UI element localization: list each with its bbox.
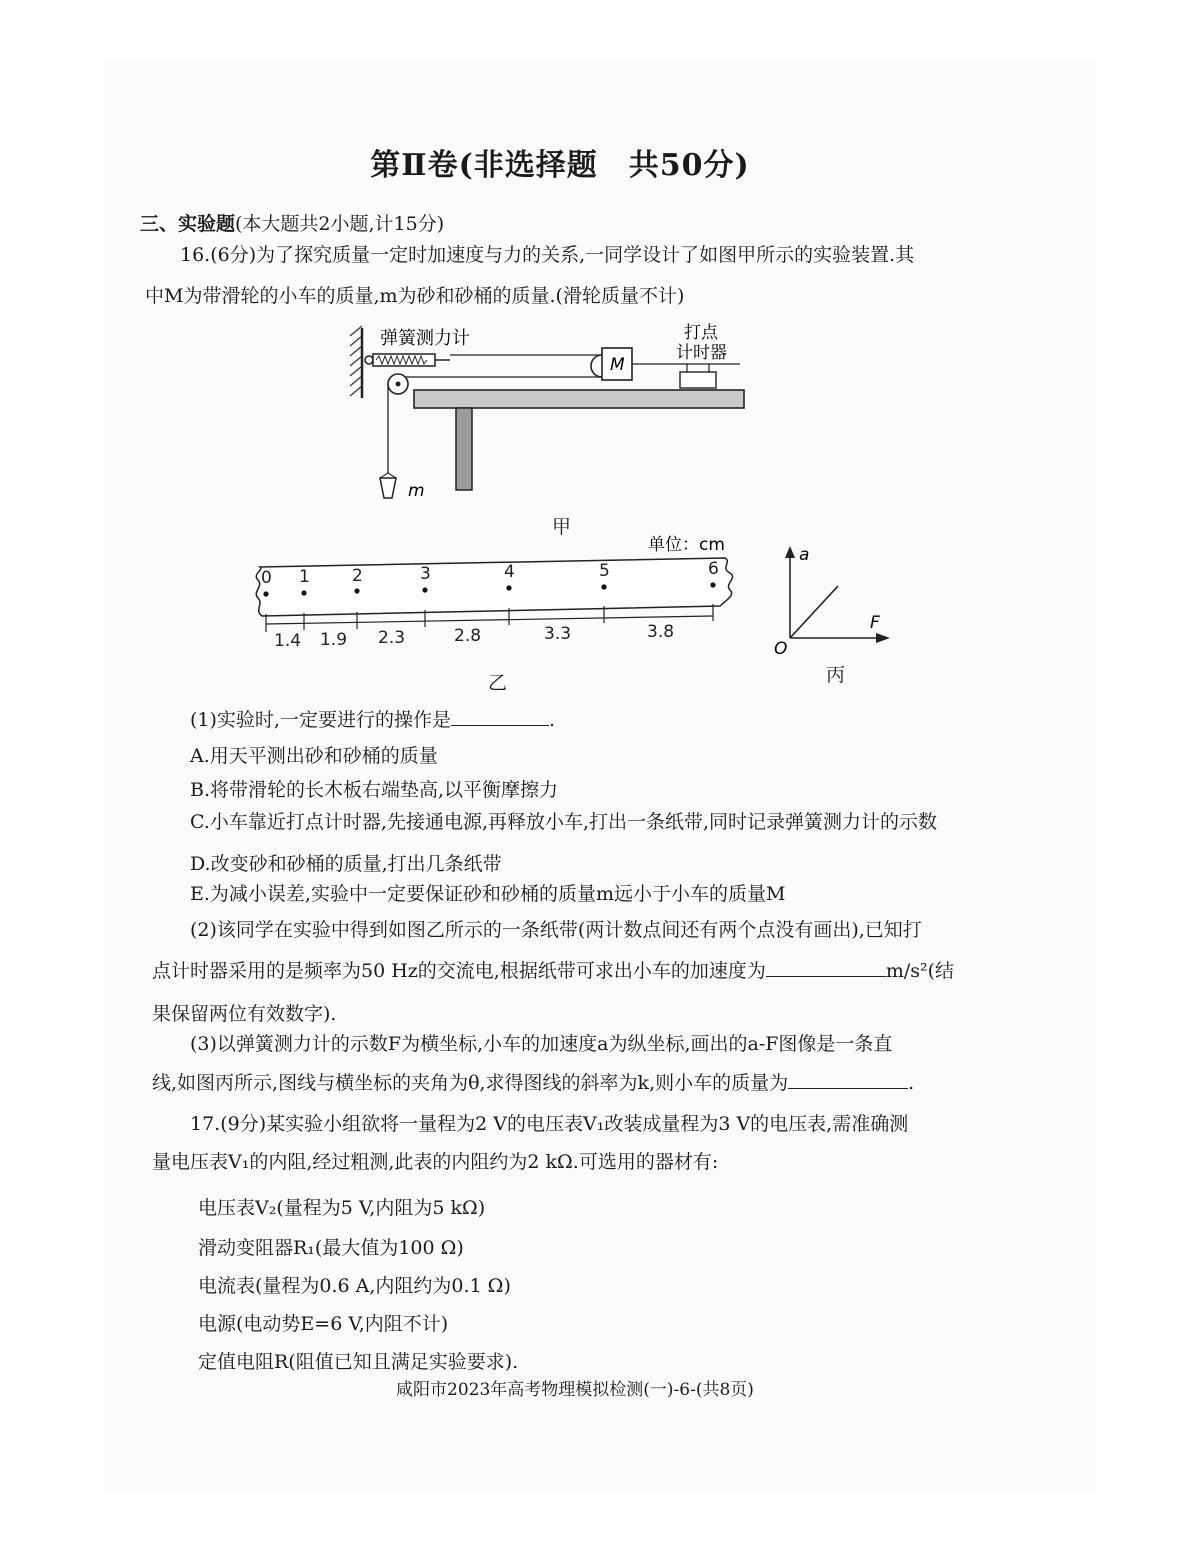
q16-part2-line3: 果保留两位有效数字).: [152, 1003, 337, 1025]
mass-label: m: [408, 481, 425, 501]
tape-spacing: 3.8: [647, 622, 675, 642]
timer-label-2: 计时器: [676, 343, 727, 363]
timer: [680, 372, 716, 388]
sand-bucket: [380, 478, 396, 498]
q16-part2-line2: [152, 958, 954, 983]
q16-part1-text: (1)实验时,一定要进行的操作是: [190, 709, 451, 731]
q16-part3-end: .: [908, 1072, 915, 1094]
af-line: [790, 586, 838, 638]
y-axis-label: a: [799, 545, 810, 565]
option-b: B.将带滑轮的长木板右端垫高,以平衡摩擦力: [190, 779, 559, 801]
q16-stem-line1: 16.(6分)为了探究质量一定时加速度与力的关系,一同学设计了如图甲所示的实验装置.其: [180, 244, 915, 266]
option-d: D.改变砂和砂桶的质量,打出几条纸带: [190, 853, 502, 875]
q17-stem-line1: 17.(9分)某实验小组欲将一量程为2 V的电压表V₁改装成量程为3 V的电压表,需准确测: [190, 1113, 909, 1135]
tape-spacing: 2.8: [454, 626, 482, 646]
tape-spacing: 1.4: [274, 631, 302, 651]
q17-stem-line2: 量电压表V₁的内阻,经过粗测,此表的内阻约为2 kΩ.可选用的器材有:: [152, 1151, 719, 1173]
spring-scale-label: 弹簧测力计: [380, 328, 470, 349]
tape-point-label: 5: [599, 561, 610, 581]
equipment-item: 定值电阻R(阻值已知且满足实验要求).: [198, 1351, 519, 1373]
tape-point-label: 3: [420, 564, 431, 584]
origin-label: O: [774, 639, 788, 659]
section-heading: [140, 212, 444, 236]
figure-jia-caption: 甲: [552, 516, 572, 538]
answer-blank-3[interactable]: [788, 1070, 908, 1089]
option-e: E.为减小误差,实验中一定要保证砂和砂桶的质量m远小于小车的质量M: [190, 883, 786, 905]
figure-bing-graph: [768, 540, 898, 660]
equipment-item: 滑动变阻器R₁(最大值为100 Ω): [198, 1237, 464, 1259]
x-axis-label: F: [870, 613, 880, 633]
q16-part3-line1: (3)以弹簧测力计的示数F为横坐标,小车的加速度a为纵坐标,画出的a-F图像是一条直: [190, 1033, 893, 1055]
q16-part2-text: 点计时器采用的是频率为50 Hz的交流电,根据纸带可求出小车的加速度为: [152, 960, 766, 982]
board: [414, 390, 744, 408]
tape-point-label: 1: [299, 567, 310, 587]
figure-bing-caption: 丙: [826, 664, 846, 686]
q16-stem-line2: 中M为带滑轮的小车的质量,m为砂和砂桶的质量.(滑轮质量不计): [145, 285, 685, 307]
option-a: A.用天平测出砂和砂桶的质量: [190, 745, 438, 767]
option-c: C.小车靠近打点计时器,先接通电源,再释放小车,打出一条纸带,同时记录弹簧测力计的示数: [190, 811, 938, 833]
page-footer: 咸阳市2023年高考物理模拟检测(一)-6-(共8页): [396, 1380, 754, 1400]
tape-spacing: 2.3: [378, 628, 406, 648]
q16-part2-unit: m/s²(结: [885, 960, 955, 982]
section-heading-note: (本大题共2小题,计15分): [235, 213, 445, 235]
tape-spacing: 1.9: [320, 630, 348, 650]
tape-point-label: 4: [504, 562, 515, 582]
tape-point-label: 0: [261, 568, 272, 588]
equipment-item: 电流表(量程为0.6 A,内阻约为0.1 Ω): [198, 1275, 511, 1297]
q16-part1: [190, 707, 555, 732]
equipment-item: 电压表V₂(量程为5 V,内阻为5 kΩ): [198, 1197, 486, 1219]
answer-blank-2[interactable]: [766, 958, 886, 977]
page-title: 第Ⅱ卷(非选择题 共50分): [370, 148, 750, 183]
figure-yi-caption: 乙: [488, 672, 508, 694]
tape-point-label: 2: [352, 566, 363, 586]
equipment-item: 电源(电动势E=6 V,内阻不计): [198, 1313, 449, 1335]
tape-unit: 单位：cm: [648, 535, 725, 555]
figure-yi-tape: [250, 532, 750, 667]
tape-spacing: 3.3: [544, 624, 572, 644]
q16-part3-text: 线,如图丙所示,图线与横坐标的夹角为θ,求得图线的斜率为k,则小车的质量为: [152, 1072, 789, 1094]
cart-label: M: [610, 355, 625, 375]
q16-part1-end: .: [548, 709, 556, 731]
section-heading-label: 三、实验题: [140, 213, 236, 235]
q16-part2-line1: (2)该同学在实验中得到如图乙所示的一条纸带(两计数点间还有两个点没有画出),已知打: [190, 919, 922, 941]
tape-point-label: 6: [708, 559, 719, 579]
figure-jia-apparatus: [340, 318, 760, 518]
table-leg: [456, 408, 472, 490]
timer-label-1: 打点: [684, 323, 718, 343]
q16-part3-line2: [152, 1070, 914, 1095]
answer-blank-1[interactable]: [451, 707, 549, 726]
